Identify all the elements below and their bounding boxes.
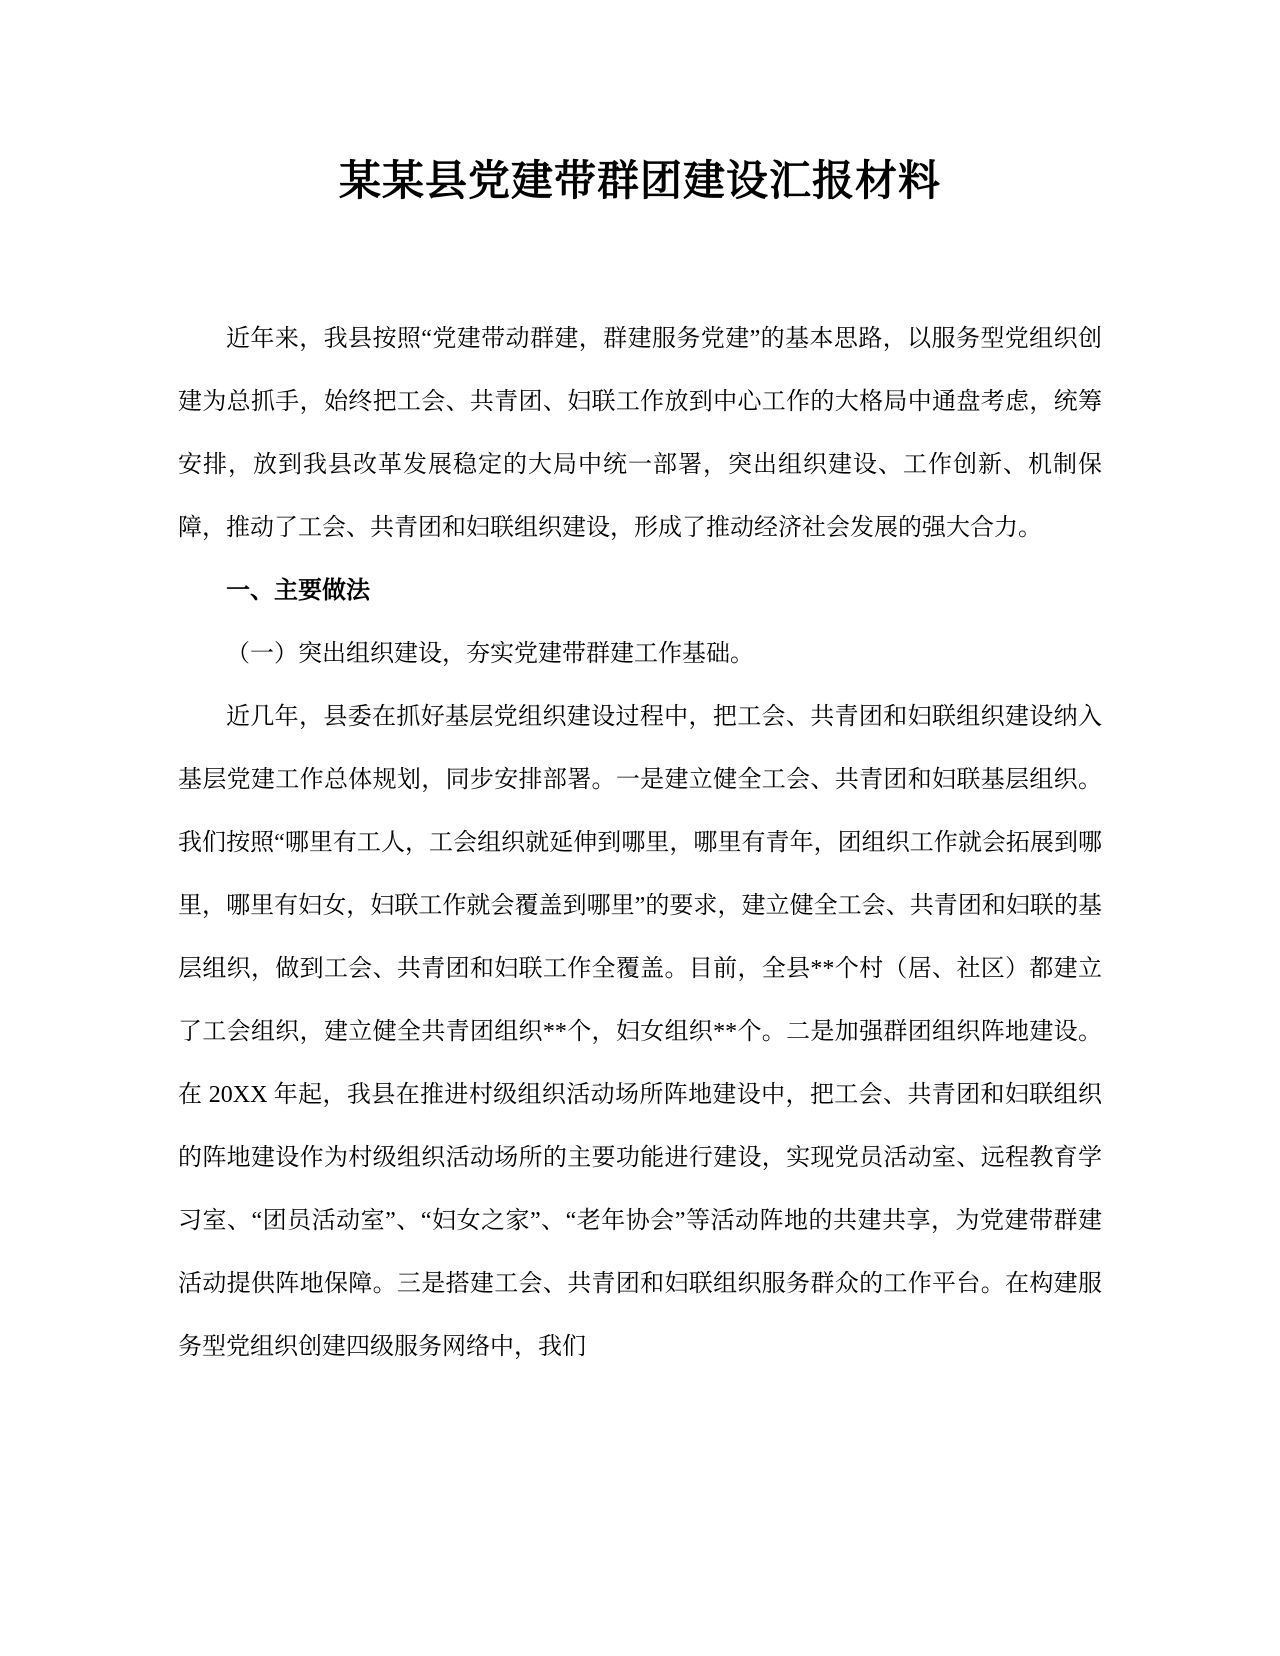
paragraph-body: 近几年，县委在抓好基层党组织建设过程中，把工会、共青团和妇联组织建设纳入基层党建工作总体规划，同步安排部署。一是建立健全工会、共青团和妇联基层组织。我们按照“哪里有工人，工会组织就延伸到哪里，哪里有青年，团组织工作就会拓展到哪里，哪里有妇女，妇联工作就会覆盖到哪里”的要求，建立健全工会、共青团和妇联的基层组织，做到工会、共青团和妇联工作全覆盖。目前，全县**个村（居、社区）都建立了工会组织，建立健全共青团组织**个，妇女组织**个。二是加强群团组织阵地建设。在 20XX 年起，我县在推进村级组织活动场所阵地建设中，把工会、共青团和妇联组织的阵地建设作为村级组织活动场所的主要功能进行建设，实现党员活动室、远程教育学习室、“团员活动室”、“妇女之家”、“老年协会”等活动阵地的共建共享，为党建带群建活动提供阵地保障。三是搭建工会、共青团和妇联组织服务群众的工作平台。在构建服务型党组织创建四级服务网络中，我们 (178, 704, 1102, 1360)
paragraph-subheading: （一）突出组织建设，夯实党建带群建工作基础。 (226, 641, 754, 667)
document-body (178, 308, 1102, 1379)
paragraph-body: 近年来，我县按照“党建带动群建，群建服务党建”的基本思路，以服务型党组织创建为总抓手，始终把工会、共青团、妇联工作放到中心工作的大格局中通盘考虑，统筹安排，放到我县改革发展稳定的大局中统一部署，突出组织建设、工作创新、机制保障，推动了工会、共青团和妇联组织建设，形成了推动经济社会发展的强大合力。 (178, 326, 1102, 541)
paragraph-heading: 一、主要做法 (226, 578, 370, 604)
document-title: 某某县党建带群团建设汇报材料 (338, 159, 941, 205)
